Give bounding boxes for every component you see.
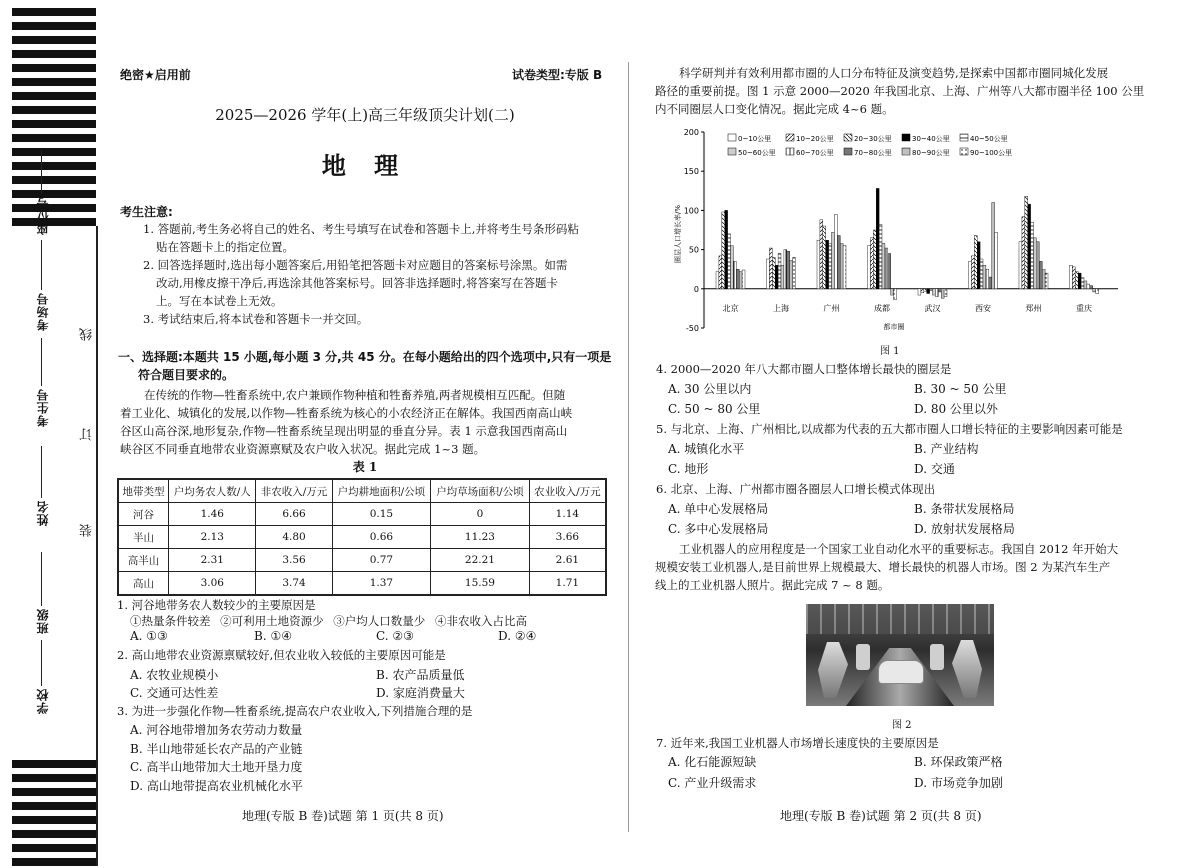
chart-bar xyxy=(1039,261,1042,288)
chart-bar xyxy=(1087,284,1090,289)
table-row xyxy=(118,549,606,572)
q5-option-b[interactable]: B. 产业结构 xyxy=(914,442,979,456)
chart-bar xyxy=(868,246,871,289)
passage1 xyxy=(120,386,615,458)
figure2-caption: 图 2 xyxy=(892,720,912,731)
legend-swatch xyxy=(786,148,794,155)
chart-bar xyxy=(885,248,888,289)
legend-swatch xyxy=(786,134,794,141)
q2-stem: 2. 高山地带农业资源禀赋较好,但农业收入较低的主要原因可能是 xyxy=(117,648,446,662)
q3-option-c[interactable]: C. 高半山地带加大土地开垦力度 xyxy=(130,760,303,774)
y-tick-label: -50 xyxy=(685,324,699,333)
table-cell: 3.06 xyxy=(169,572,256,596)
chart-bar xyxy=(722,212,725,289)
chart-bar xyxy=(941,289,944,298)
legend-label: 30~40公里 xyxy=(912,135,950,143)
chart-bar xyxy=(790,261,793,289)
chart-bar xyxy=(888,254,891,289)
legend-label: 50~60公里 xyxy=(738,149,776,157)
chart-bar xyxy=(918,289,921,295)
class-label: 班级 xyxy=(36,608,50,634)
chart-bar xyxy=(719,256,722,289)
exam-no-blank xyxy=(41,338,43,386)
chart-bar xyxy=(843,246,846,289)
name-blank xyxy=(41,446,43,498)
q1-option-b[interactable]: B. ①④ xyxy=(254,629,292,643)
q4-option-a[interactable]: A. 30 公里以内 xyxy=(668,382,752,396)
table-cell: 河谷 xyxy=(118,503,169,526)
table-header: 农业收入/万元 xyxy=(529,479,606,503)
table-header: 户均务农人数/人 xyxy=(169,479,256,503)
q3-stem: 3. 为进一步强化作物—牲畜系统,提高农户农业收入,下列措施合理的是 xyxy=(117,704,473,718)
chart-bar xyxy=(823,226,826,289)
y-tick-label: 200 xyxy=(683,128,699,137)
legend-label: 20~30公里 xyxy=(854,135,892,143)
chart-bar xyxy=(992,203,995,289)
table-cell: 3.66 xyxy=(529,526,606,549)
y-tick-label: 150 xyxy=(683,167,699,177)
chart-bar xyxy=(924,289,927,291)
table-cell: 22.21 xyxy=(431,549,530,572)
x-tick-label: 武汉 xyxy=(924,303,941,313)
chart-bar xyxy=(736,269,739,289)
table-cell: 0.15 xyxy=(332,503,431,526)
legend-swatch xyxy=(902,134,910,141)
passage-line: 科学研判并有效利用都市圈的人口分布特征及演变趋势,是探索中国都市圈同城化发展 xyxy=(679,66,1109,80)
chart-bar xyxy=(944,289,947,297)
chart-bar xyxy=(969,261,972,288)
q5-stem: 5. 与北京、上海、广州相比,以成都为代表的五大都市圈人口增长特征的主要影响因素可能是 xyxy=(656,422,1123,436)
legend-label: 10~20公里 xyxy=(796,135,834,143)
legend-label: 60~70公里 xyxy=(796,149,834,157)
q6-option-b[interactable]: B. 条带状发展格局 xyxy=(914,502,1015,516)
q4-stem: 4. 2000—2020 年八大都市圈人口整体增长最快的圈层是 xyxy=(656,362,952,376)
table-header: 户均草场面积/公顷 xyxy=(431,479,530,503)
table-cell: 高山 xyxy=(118,572,169,596)
chart-bar xyxy=(775,265,778,289)
q5-option-d[interactable]: D. 交通 xyxy=(914,462,955,476)
table-header: 户均耕地面积/公顷 xyxy=(332,479,431,503)
x-tick-label: 北京 xyxy=(722,303,739,313)
chart-bar xyxy=(742,270,745,289)
page-divider xyxy=(628,62,629,832)
chart-bar xyxy=(778,254,781,289)
binding-line xyxy=(96,226,98,866)
legend-swatch xyxy=(844,134,852,141)
table-cell: 0.77 xyxy=(332,549,431,572)
table-cell: 1.71 xyxy=(529,572,606,596)
passage3 xyxy=(655,540,1155,594)
school-blank xyxy=(41,640,43,686)
table-header-row xyxy=(118,479,606,503)
table-header: 非农收入/万元 xyxy=(256,479,332,503)
chart-bar xyxy=(784,250,787,289)
table-cell: 6.66 xyxy=(256,503,332,526)
name-label: 姓名 xyxy=(36,500,50,526)
exam-title: 2025—2026 学年(上)高三年级顶尖计划(二) xyxy=(215,106,515,124)
legend-label: 70~80公里 xyxy=(854,149,892,157)
legend-swatch xyxy=(960,134,968,141)
chart-bar xyxy=(876,188,879,288)
table-cell: 15.59 xyxy=(431,572,530,596)
chart-bar xyxy=(989,277,992,289)
chart-bar xyxy=(1070,265,1073,289)
legend-swatch xyxy=(728,134,736,141)
chart-bar xyxy=(769,248,772,289)
chart-bar xyxy=(772,257,775,288)
table-cell: 0 xyxy=(431,503,530,526)
chart-bar xyxy=(1028,204,1031,289)
chart-bar xyxy=(1090,286,1093,289)
legend-label: 0~10公里 xyxy=(738,135,772,143)
chart-bar xyxy=(1019,242,1022,289)
passage2 xyxy=(655,64,1155,118)
q3-option-b[interactable]: B. 半山地带延长农产品的产业链 xyxy=(130,742,303,756)
q1-option-a[interactable]: A. ①③ xyxy=(130,629,168,643)
table-header: 地带类型 xyxy=(118,479,169,503)
q4-option-c[interactable]: C. 50 ~ 80 公里 xyxy=(668,402,761,416)
chart-bar xyxy=(731,246,734,289)
q4-option-d[interactable]: D. 80 公里以外 xyxy=(914,402,998,416)
q1-option-d[interactable]: D. ②④ xyxy=(498,629,537,643)
chart-bar xyxy=(820,220,823,289)
chart-bar xyxy=(1031,222,1034,289)
chart-bar xyxy=(977,242,980,289)
chart-bar xyxy=(1034,238,1037,289)
q2-option-d[interactable]: D. 家庭消费量大 xyxy=(376,686,465,700)
chart-bar xyxy=(829,243,832,288)
q1-stem: 1. 河谷地带务农人数较少的主要原因是 xyxy=(117,598,316,612)
q1-items: ①热量条件较差 ②可利用土地资源少 ③户均人口数量少 ④非农收入占比高 xyxy=(130,614,527,628)
table-cell: 半山 xyxy=(118,526,169,549)
chart-bar xyxy=(725,210,728,288)
notice-line: 上。写在本试卷上无效。 xyxy=(156,294,283,308)
table-cell: 1.37 xyxy=(332,572,431,596)
table-row xyxy=(118,503,606,526)
x-tick-label: 成都 xyxy=(874,303,890,313)
q6-option-a[interactable]: A. 单中心发展格局 xyxy=(668,502,769,516)
chart-bar xyxy=(870,238,873,289)
chart-bar xyxy=(933,289,936,295)
paper-type-label: 试卷类型:专版 B xyxy=(512,68,603,82)
cut-line-mark: 线 xyxy=(80,328,95,341)
table-cell: 4.80 xyxy=(256,526,332,549)
q6-option-c[interactable]: C. 多中心发展格局 xyxy=(668,522,769,536)
chart-bar xyxy=(826,240,829,289)
passage-line: 谷区山高谷深,地形复杂,作物—牲畜系统呈现出明显的垂直分异。表 1 示意我国西南高山 xyxy=(120,424,568,438)
chart-bar xyxy=(971,256,974,289)
passage-line: 在传统的作物—牲畜系统中,农户兼顾作物种植和牲畜养殖,两者规模相互匹配。但随 xyxy=(144,388,566,402)
q3-option-d[interactable]: D. 高山地带提高农业机械化水平 xyxy=(130,779,303,793)
chart-bar xyxy=(1042,269,1045,289)
legend-swatch xyxy=(902,148,910,155)
table-row xyxy=(118,572,606,596)
chart-bar xyxy=(781,265,784,289)
table-cell: 2.61 xyxy=(529,549,606,572)
chart-bar xyxy=(930,289,933,291)
seat-blank xyxy=(41,150,43,194)
table-cell: 1.46 xyxy=(169,503,256,526)
chart-bar xyxy=(1072,267,1075,289)
q3-option-a[interactable]: A. 河谷地带增加务农劳动力数量 xyxy=(130,723,303,737)
x-axis-title: 都市圈 xyxy=(883,322,905,331)
chart-bar xyxy=(983,265,986,289)
chart-bar xyxy=(1078,273,1081,289)
chart-bar xyxy=(995,232,998,288)
notice-line: 3. 考试结束后,将本试卷和答题卡一并交回。 xyxy=(143,312,369,326)
table-cell: 2.13 xyxy=(169,526,256,549)
footer-right: 地理(专版 B 卷)试题 第 2 页(共 8 页) xyxy=(780,809,982,823)
chart-bar xyxy=(716,272,719,289)
chart-bar xyxy=(1084,281,1087,289)
y-tick-label: 50 xyxy=(688,245,699,255)
chart-bar xyxy=(882,243,885,288)
table1 xyxy=(117,478,607,596)
figure2-robot-photo xyxy=(806,604,994,706)
legend-label: 40~50公里 xyxy=(970,135,1008,143)
passage-line: 峡谷区不同垂直地带农业资源禀赋及农户收入状况。据此完成 1~3 题。 xyxy=(120,442,486,456)
chart-bar xyxy=(1075,272,1078,289)
y-axis-title: 圈层人口增长率/% xyxy=(674,204,682,264)
table-cell: 3.74 xyxy=(256,572,332,596)
notice-line: 1. 答题前,考生务必将自己的姓名、考生号填写在试卷和答题卡上,并将考生号条形码粘 xyxy=(143,222,579,236)
chart-bar xyxy=(879,225,882,289)
chart-bar xyxy=(980,259,983,289)
subject-title: 地 理 xyxy=(321,151,409,180)
y-tick-label: 100 xyxy=(683,206,699,216)
table-row xyxy=(118,526,606,549)
chart-bar xyxy=(793,257,796,288)
school-label: 学校 xyxy=(36,688,50,714)
x-tick-label: 广州 xyxy=(823,303,840,313)
notice-line: 2. 回答选择题时,选出每小题答案后,用铅笔把答题卡对应题目的答案标号涂黑。如需 xyxy=(143,258,568,272)
chart-bar xyxy=(935,289,938,297)
q7-stem: 7. 近年来,我国工业机器人市场增长速度快的主要原因是 xyxy=(656,736,939,750)
chart-bar xyxy=(1093,289,1096,292)
chart-bar xyxy=(832,232,835,288)
chart-bar xyxy=(817,240,820,289)
legend-swatch xyxy=(960,148,968,155)
notice-line: 改动,用橡皮擦干净后,再选涂其他答案标号。回答非选择题时,将答案写在答题卡 xyxy=(156,276,558,290)
chart-bar xyxy=(873,230,876,289)
legend-swatch xyxy=(728,148,736,155)
table-cell: 2.31 xyxy=(169,549,256,572)
chart-bar xyxy=(1022,217,1025,289)
passage-line: 线上的工业机器人照片。据此完成 7 ~ 8 题。 xyxy=(655,578,890,592)
x-tick-label: 郑州 xyxy=(1025,303,1042,313)
q1-option-c[interactable]: C. ②③ xyxy=(376,629,414,643)
chart-bar xyxy=(921,289,924,293)
cut-zhuang-mark: 装 xyxy=(80,524,95,537)
q7-option-b[interactable]: B. 环保政策严格 xyxy=(914,755,1003,769)
passage-line: 着工业化、城镇化的发展,以作物—牲畜系统为核心的小农经济正在解体。我国西南高山峡 xyxy=(120,406,573,420)
table-cell: 3.56 xyxy=(256,549,332,572)
footer-left: 地理(专版 B 卷)试题 第 1 页(共 8 页) xyxy=(242,809,444,823)
x-tick-label: 上海 xyxy=(773,303,789,313)
q6-option-d[interactable]: D. 放射状发展格局 xyxy=(914,522,1015,536)
passage-line: 内不同圈层人口变化情况。据此完成 4~6 题。 xyxy=(655,102,894,116)
q7-option-a[interactable]: A. 化石能源短缺 xyxy=(668,755,757,769)
section1-line: 一、选择题:本题共 15 小题,每小题 3 分,共 45 分。在每小题给出的四个选项中,只有一项是 xyxy=(118,350,612,364)
exam-room-blank xyxy=(41,240,43,290)
chart-bar xyxy=(1036,242,1039,289)
passage-line: 路径的重要前提。图 1 示意 2000—2020 年我国北京、上海、广州等八大都市圈半径 100 公里 xyxy=(655,84,1145,98)
chart-bar xyxy=(728,234,731,289)
q2-option-b[interactable]: B. 农产品质量低 xyxy=(376,668,465,682)
secret-label: 绝密★启用前 xyxy=(120,68,191,82)
chart-bar xyxy=(927,289,930,294)
x-tick-label: 重庆 xyxy=(1076,303,1092,313)
chart-bar xyxy=(1081,278,1084,289)
figure1-chart xyxy=(668,124,1138,348)
chart-bar xyxy=(986,269,989,289)
exam-room-label: 考场号 xyxy=(36,292,50,331)
notice-line: 贴在答题卡上的指定位置。 xyxy=(156,240,294,254)
chart-bar xyxy=(767,259,770,289)
exam-no-label: 考生号 xyxy=(36,388,50,427)
chart-bar xyxy=(787,251,790,289)
passage-line: 规模安装工业机器人,是目前世界上规模最大、增长最快的机器人市场。图 2 为某汽车生产 xyxy=(655,560,1111,574)
chart-bar xyxy=(974,235,977,288)
chart-bar xyxy=(891,289,894,295)
q2-option-c[interactable]: C. 交通可达性差 xyxy=(130,686,219,700)
chart-bar xyxy=(938,289,941,292)
q7-option-c[interactable]: C. 产业升级需求 xyxy=(668,776,757,790)
q7-option-d[interactable]: D. 市场竞争加剧 xyxy=(914,776,1003,790)
cut-ding-mark: 订 xyxy=(80,428,95,441)
section1-line: 符合题目要求的。 xyxy=(138,368,235,382)
section1-heading xyxy=(118,348,618,384)
legend-swatch xyxy=(844,148,852,155)
class-blank xyxy=(41,552,43,606)
passage-line: 工业机器人的应用程度是一个国家工业自动化水平的重要标志。我国自 2012 年开始大 xyxy=(679,542,1119,556)
notice-list xyxy=(143,220,613,328)
q5-option-a[interactable]: A. 城镇化水平 xyxy=(668,442,745,456)
q2-option-a[interactable]: A. 农牧业规模小 xyxy=(130,668,219,682)
chart-svg xyxy=(668,124,1138,344)
chart-bar xyxy=(840,243,843,288)
x-tick-label: 西安 xyxy=(975,303,991,313)
q5-option-c[interactable]: C. 地形 xyxy=(668,462,709,476)
legend-label: 90~100公里 xyxy=(970,149,1013,157)
seat-label: 座位号 xyxy=(36,196,50,235)
table-cell: 11.23 xyxy=(431,526,530,549)
chart-bar xyxy=(739,272,742,289)
chart-bar xyxy=(834,214,837,288)
table-cell: 高半山 xyxy=(118,549,169,572)
chart-bar xyxy=(1096,289,1099,294)
table-cell: 0.66 xyxy=(332,526,431,549)
chart-bar xyxy=(1025,196,1028,289)
y-tick-label: 0 xyxy=(693,284,699,294)
chart-bar xyxy=(733,261,736,288)
q4-option-b[interactable]: B. 30 ~ 50 公里 xyxy=(914,382,1007,396)
chart-bar xyxy=(837,235,840,288)
q6-stem: 6. 北京、上海、广州都市圈各圈层人口增长模式体现出 xyxy=(656,482,936,496)
chart-bar xyxy=(1045,273,1048,289)
legend-label: 80~90公里 xyxy=(912,149,950,157)
notice-title: 考生注意: xyxy=(120,205,173,219)
table-cell: 1.14 xyxy=(529,503,606,526)
figure1-caption: 图 1 xyxy=(880,346,900,357)
chart-bar xyxy=(894,289,897,300)
table1-caption: 表 1 xyxy=(352,460,378,474)
